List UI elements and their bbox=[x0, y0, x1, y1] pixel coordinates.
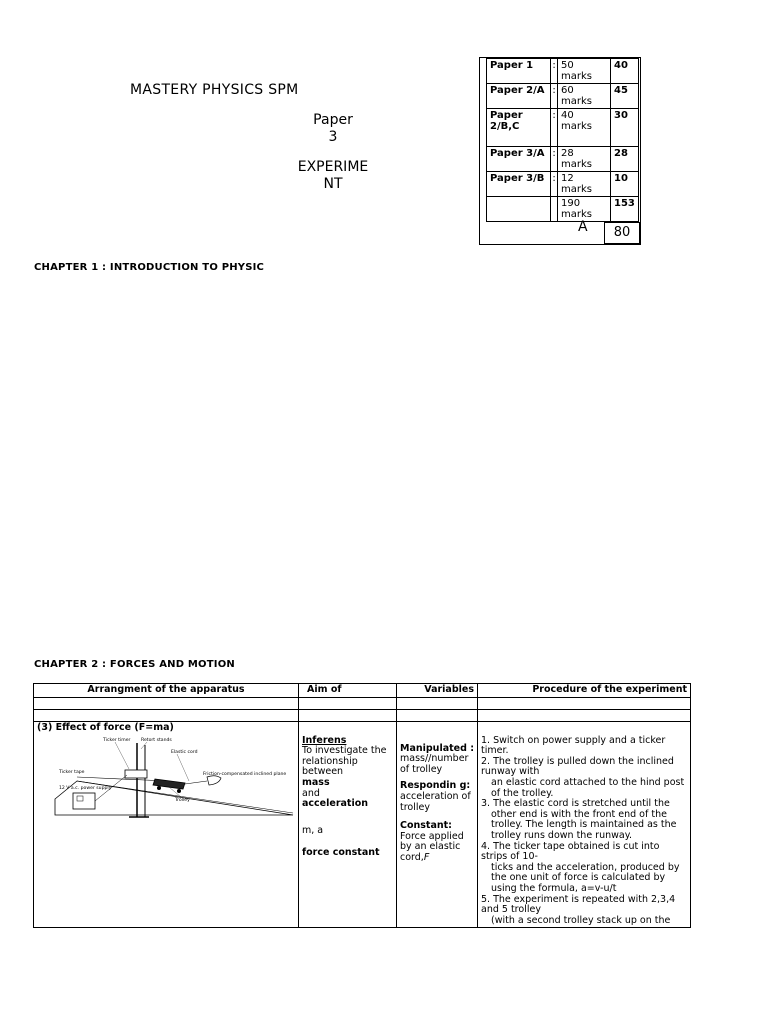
table-header-row bbox=[34, 684, 691, 698]
apparatus-cell bbox=[34, 721, 299, 928]
aim-and: and bbox=[302, 787, 320, 799]
marks-table bbox=[486, 58, 639, 222]
grade-letter: A bbox=[578, 219, 588, 235]
procedure-step: an elastic cord attached to the hind post of the trolley. bbox=[491, 776, 685, 799]
document-title: MASTERY PHYSICS SPM bbox=[130, 82, 299, 98]
procedure-step: 1. Switch on power supply and a ticker timer. bbox=[481, 734, 666, 757]
apparatus-diagram bbox=[37, 735, 295, 827]
marks-row-total: 190 marks 153 bbox=[487, 197, 639, 222]
procedure-step: 4. The ticker tape obtained is cut into strips of 10- bbox=[481, 840, 660, 863]
manipulated-label: Manipulated : bbox=[400, 742, 475, 754]
chapter-2-title: CHAPTER 2 : FORCES AND MOTION bbox=[34, 659, 235, 670]
aim-heading: Inferens bbox=[302, 734, 347, 746]
marks-summary bbox=[479, 57, 641, 245]
header-arrangement: Arrangment of the apparatus bbox=[34, 684, 299, 698]
label-friction: Friction-compensated inclined plane bbox=[203, 772, 287, 778]
procedure-step: other end is with the front end of the trolley. The length is maintained as the trolley runs down the runway. bbox=[491, 808, 677, 841]
header-variables: Variables bbox=[397, 684, 478, 698]
procedure-step: (with a second trolley stack up on the bbox=[491, 914, 671, 926]
blank-row bbox=[34, 709, 691, 721]
header-aim: Aim of bbox=[299, 684, 397, 698]
chapter-1-title: CHAPTER 1 : INTRODUCTION TO PHYSIC bbox=[34, 262, 265, 273]
marks-row: Paper 2/A : 60 marks 45 bbox=[487, 84, 639, 109]
procedure-step: ticks and the acceleration, produced by the one unit of force is calculated by using the formula, a=v-u/t bbox=[491, 861, 680, 894]
marks-row: Paper 2/B,C : 40 marks 30 bbox=[487, 109, 639, 147]
experiment-table bbox=[33, 683, 691, 928]
experiment-heading: EXPERIME NT bbox=[297, 159, 369, 192]
aim-acceleration: acceleration bbox=[302, 798, 368, 810]
procedure-cell bbox=[478, 721, 691, 928]
aim-mass: mass bbox=[302, 776, 330, 788]
total-score-box: 80 bbox=[604, 222, 640, 244]
manipulated-value: mass//number of trolley bbox=[400, 753, 469, 775]
procedure-step: 3. The elastic cord is stretched until the bbox=[481, 798, 670, 810]
constant-value: Force applied by an elastic cord,F bbox=[400, 830, 464, 863]
blank-row bbox=[34, 697, 691, 709]
marks-row: Paper 1 : 50 marks 40 bbox=[487, 59, 639, 84]
experiment-name: (3) Effect of force (F=ma) bbox=[37, 721, 174, 733]
responding-label: Respondin g: bbox=[400, 780, 471, 792]
variables-cell bbox=[397, 721, 478, 928]
aim-ma: m, a bbox=[302, 824, 324, 836]
ticker-timer-shape bbox=[125, 770, 147, 778]
procedure-step: 2. The trolley is pulled down the inclined runway with bbox=[481, 755, 674, 778]
label-power: 12 V a.c. power supply bbox=[59, 786, 112, 792]
aim-cell bbox=[299, 721, 397, 928]
elastic-cord-shape bbox=[185, 781, 207, 784]
experiment-row bbox=[34, 721, 691, 928]
aim-text: To investigate the relationship between bbox=[302, 745, 387, 778]
procedure-step: 5. The experiment is repeated with 2,3,4 and 5 trolley bbox=[481, 893, 676, 916]
responding-value: acceleration of trolley bbox=[400, 790, 471, 813]
label-ticker-timer: Ticker timer bbox=[103, 738, 131, 744]
label-trolley: Trolley bbox=[175, 798, 190, 804]
header-procedure: Procedure of the experiment bbox=[478, 684, 691, 698]
power-supply-shape bbox=[73, 793, 95, 809]
label-elastic: Elastic cord bbox=[171, 750, 198, 756]
hand-icon bbox=[207, 776, 221, 785]
marks-row: Paper 3/B : 12 marks 10 bbox=[487, 172, 639, 197]
marks-row: Paper 3/A : 28 marks 28 bbox=[487, 147, 639, 172]
aim-constant: force constant bbox=[302, 847, 380, 859]
label-retort: Retort stands bbox=[141, 738, 172, 744]
paper-heading: Paper 3 bbox=[313, 112, 353, 145]
label-ticker-tape: Ticker tape bbox=[59, 770, 85, 776]
constant-label: Constant: bbox=[400, 820, 452, 832]
